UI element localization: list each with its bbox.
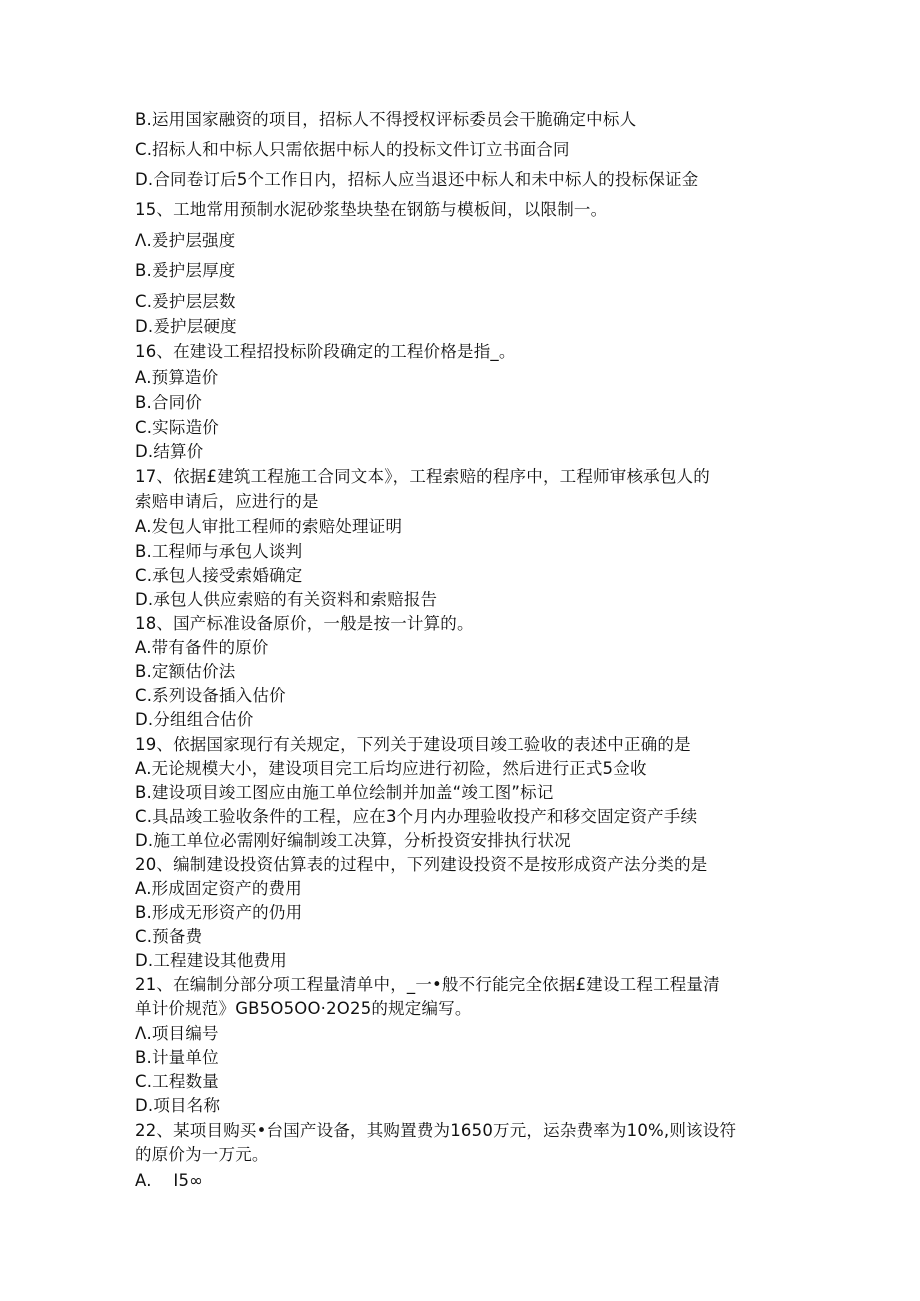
text-line-option-d-q16: D.结算价 [135,442,204,461]
text-line-option-b-q21: B.计量单位 [135,1048,219,1067]
text-line-option-c-q15: C.爰护层层数 [135,292,236,311]
text-line-option-a-q16: A.预算造价 [135,368,219,387]
question-20: 20、编制建设投资估算表的过程中，下列建设投资不是按形成资产法分类的是 [135,855,708,874]
text-line-option-a-q15: Λ.爰护层强度 [135,231,236,250]
text-line-option-b-q14: B.运用国家融资的项目，招标人不得授权评标委员会干脆确定中标人 [135,110,637,129]
text-line-option-d-q14: D.合同卷订后5个工作日内，招标人应当退还中标人和未中标人的投标保证金 [135,170,699,189]
text-line-option-c-q14: C.招标人和中标人只需依据中标人的投标文件订立书面合同 [135,140,570,159]
text-line-option-d-q17: D.承包人供应索赔的有关资料和索赔报告 [135,590,438,609]
text-line-option-a-q22: A. I5∞ [135,1171,204,1190]
text-line-option-b-q20: B.形成无形资产的仍用 [135,903,303,922]
text-line-option-b-q18: B.定额估价法 [135,662,236,681]
text-line-option-b-q19: B.建设项目竣工图应由施工单位绘制并加盖“竣工图”标记 [135,783,554,802]
question-17-continued: 索赔申请后，应进行的是 [135,492,319,511]
text-line-option-c-q17: C.承包人接受索婚确定 [135,566,303,585]
question-22: 22、某项目购买•台国产设备，其购置费为1650万元，运杂费率为10%,则该设符 [135,1121,737,1140]
question-18: 18、国产标准设备原价，一般是按一计算的。 [135,614,474,633]
text-line-option-c-q20: C.预备费 [135,927,203,946]
text-line-option-b-q17: B.工程师与承包人谈判 [135,542,303,561]
text-line-option-c-q18: C.系列设备插入估价 [135,686,286,705]
text-line-option-d-q20: D.工程建设其他费用 [135,951,287,970]
text-line-option-a-q21: Λ.项目编号 [135,1024,219,1043]
text-line-option-d-q21: D.项目名称 [135,1096,221,1115]
text-line-option-c-q21: C.工程数量 [135,1072,219,1091]
question-15: 15、工地常用预制水泥砂浆垫块垫在钢筋与模板间，以限制一。 [135,200,608,219]
text-line-option-c-q16: C.实际造价 [135,418,219,437]
question-19: 19、依据国家现行有关规定，下列关于建设项目竣工验收的表述中正确的是 [135,735,691,754]
text-line-option-b-q16: B.合同价 [135,393,203,412]
question-22-continued: 的原价为一万元。 [135,1145,269,1164]
text-line-option-a-q20: A.形成固定资产的费用 [135,879,302,898]
question-16: 16、在建设工程招投标阶段确定的工程价格是指_。 [135,342,516,361]
question-17: 17、依据£建筑工程施工合同文本》，工程索赔的程序中，工程师审核承包人的 [135,467,710,486]
question-21-continued: 单计价规范》GB5O5OO·2O25的规定编写。 [135,999,472,1018]
text-line-option-b-q15: B.爰护层厚度 [135,261,236,280]
question-21: 21、在编制分部分项工程量清单中，_一•般不行能完全依据£建设工程工程量清 [135,975,720,994]
text-line-option-a-q18: A.带有备件的原价 [135,638,269,657]
text-line-option-d-q19: D.施工单位必需刚好编制竣工决算，分析投资安排执行状况 [135,831,571,850]
text-line-option-d-q15: D.爰护层硬度 [135,317,237,336]
text-line-option-a-q17: A.发包人审批工程师的索赔处理证明 [135,517,403,536]
text-line-option-c-q19: C.具品竣工验收条件的工程，应在3个月内办理验收投产和移交固定资产手续 [135,807,698,826]
text-line-option-a-q19: A.无论规模大小，建设项目完工后均应进行初险，然后进行正式5佥收 [135,759,647,778]
text-line-option-d-q18: D.分组组合估价 [135,710,254,729]
